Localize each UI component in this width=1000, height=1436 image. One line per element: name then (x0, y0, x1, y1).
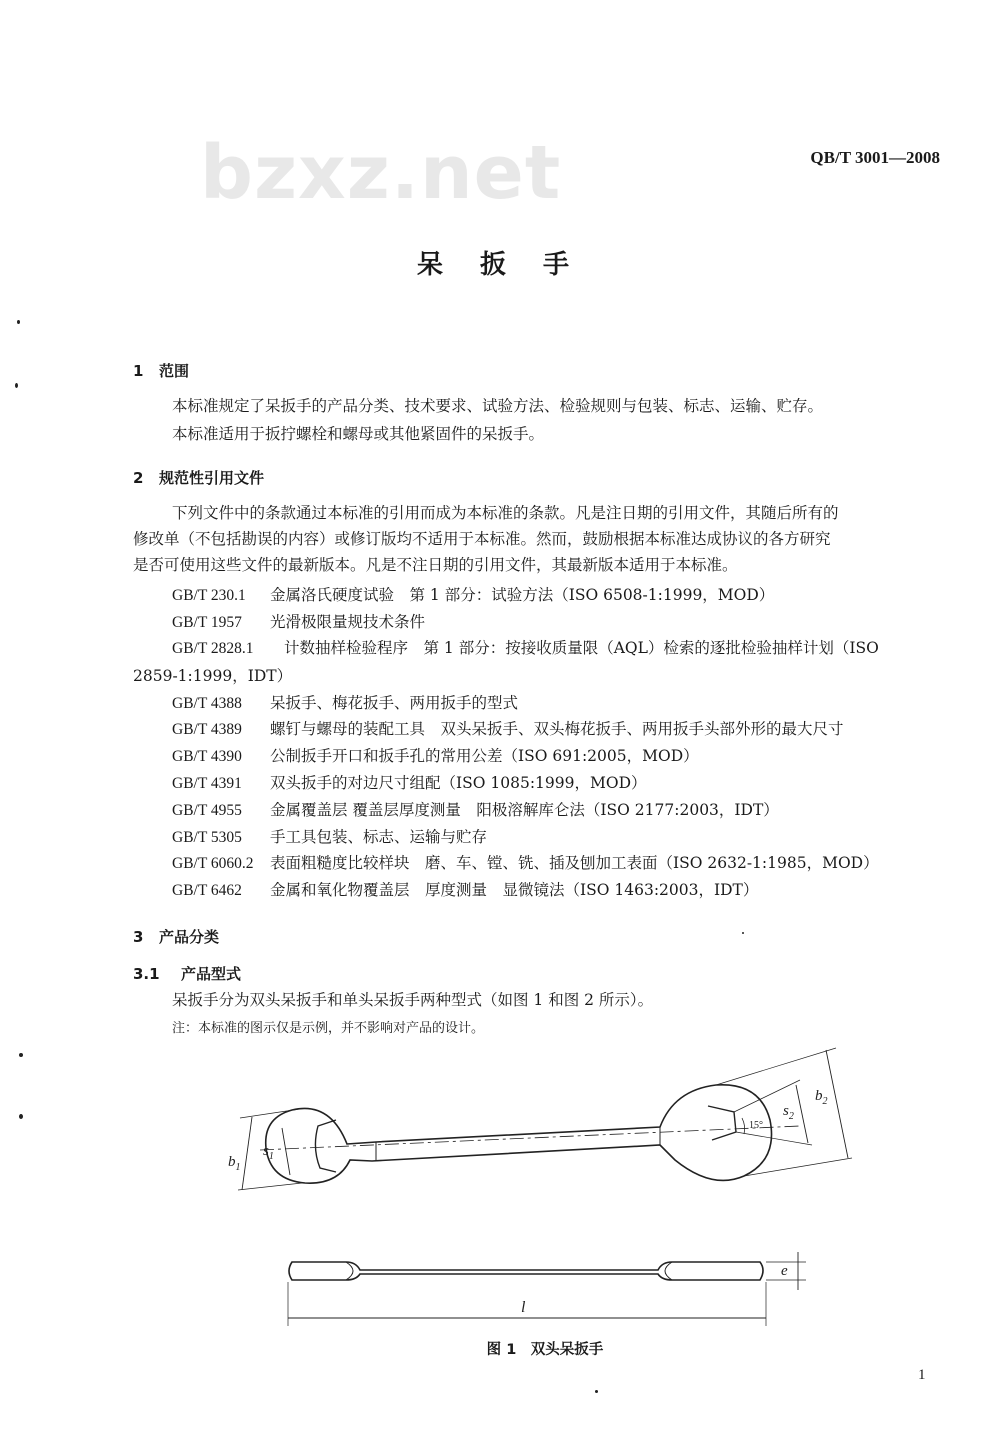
wrench-side-view (289, 1262, 763, 1280)
paragraph: 本标准规定了呆扳手的产品分类、技术要求、试验方法、检验规则与包装、标志、运输、贮存。 (172, 397, 824, 415)
scan-speck (15, 383, 18, 388)
paragraph-line: 修改单（不包括勘误的内容）或修订版均不适用于本标准。然而，鼓励根据本标准达成协议的各方研究 (133, 530, 831, 548)
reference-title: 2859-1:1999，IDT） (133, 667, 293, 685)
reference-title: 光滑极限量规技术条件 (270, 613, 426, 631)
reference-title: 手工具包装、标志、运输与贮存 (270, 828, 488, 846)
wrench-top-view (266, 1085, 772, 1183)
section-title: 产品型式 (181, 965, 242, 983)
paragraph-line: 下列文件中的条款通过本标准的引用而成为本标准的条款。凡是注日期的引用文件，其随后所有的 (172, 504, 839, 522)
reference-code: GB/T 2828.1 (172, 640, 254, 657)
reference-code: GB/T 5305 (172, 829, 242, 846)
reference-title: 金属覆盖层 覆盖层厚度测量 阳极溶解库仑法（ISO 2177:2003，IDT） (270, 801, 779, 819)
reference-title: 呆扳手、梅花扳手、两用扳手的型式 (270, 694, 519, 712)
scan-speck (17, 320, 20, 324)
paragraph-line: 是否可使用这些文件的最新版本。凡是不注日期的引用文件，其最新版本适用于本标准。 (133, 556, 738, 574)
document-title: 呆 扳 手 (416, 250, 584, 280)
scan-speck (595, 1390, 598, 1393)
reference-code: GB/T 230.1 (172, 587, 246, 604)
page-number: 1 (918, 1367, 926, 1383)
section-title: 规范性引用文件 (159, 469, 265, 487)
reference-title: 金属洛氏硬度试验 第 1 部分：试验方法（ISO 6508-1:1999，MOD） (270, 586, 775, 604)
paragraph: 呆扳手分为双头呆扳手和单头呆扳手两种型式（如图 1 和图 2 所示）。 (172, 991, 654, 1009)
reference-title: 计数抽样检验程序 第 1 部分：按接收质量限（AQL）检索的逐批检验抽样计划（ISO (284, 639, 879, 657)
section-number: 2 (133, 469, 144, 487)
section-number: 1 (133, 362, 144, 380)
reference-title: 螺钉与螺母的装配工具 双头呆扳手、双头梅花扳手、两用扳手头部外形的最大尺寸 (270, 720, 844, 738)
reference-code: GB/T 6060.2 (172, 855, 254, 872)
reference-code: GB/T 4390 (172, 748, 242, 765)
scan-speck (19, 1053, 23, 1057)
reference-code: GB/T 4388 (172, 695, 242, 712)
section-number: 3.1 (133, 965, 160, 983)
note: 注：本标准的图示仅是示例，并不影响对产品的设计。 (172, 1021, 485, 1036)
label-s2: $s_2$ (783, 1103, 794, 1122)
standard-code: QB/T 3001—2008 (810, 148, 940, 167)
label-angle: 15° (749, 1120, 763, 1131)
label-e: e (781, 1263, 788, 1279)
reference-code: GB/T 4955 (172, 802, 242, 819)
reference-code: GB/T 4391 (172, 775, 242, 792)
scan-speck (19, 1114, 23, 1119)
section-title: 范围 (159, 362, 190, 380)
reference-title: 公制扳手开口和扳手孔的常用公差（ISO 691:2005，MOD） (270, 747, 699, 765)
section-title: 产品分类 (159, 928, 220, 946)
watermark: bzxz.net (200, 130, 562, 216)
figure-caption: 图 1 双头呆扳手 (486, 1342, 604, 1358)
reference-title: 金属和氧化物覆盖层 厚度测量 显微镜法（ISO 1463:2003，IDT） (270, 881, 759, 899)
paragraph: 本标准适用于扳拧螺栓和螺母或其他紧固件的呆扳手。 (172, 425, 545, 443)
reference-code: GB/T 6462 (172, 882, 242, 899)
scan-speck (742, 932, 744, 934)
reference-title: 表面粗糙度比较样块 磨、车、镗、铣、插及刨加工表面（ISO 2632-1:1985，MOD） (270, 854, 879, 872)
reference-title: 双头扳手的对边尺寸组配（ISO 1085:1999，MOD） (270, 774, 647, 792)
label-s1: $s_1$ (263, 1143, 274, 1162)
reference-code: GB/T 1957 (172, 614, 242, 631)
section-number: 3 (133, 928, 144, 946)
reference-code: GB/T 4389 (172, 721, 242, 738)
label-l: l (521, 1299, 526, 1316)
label-b2: $b_2$ (815, 1088, 828, 1107)
label-b1: $b_1$ (228, 1154, 241, 1173)
